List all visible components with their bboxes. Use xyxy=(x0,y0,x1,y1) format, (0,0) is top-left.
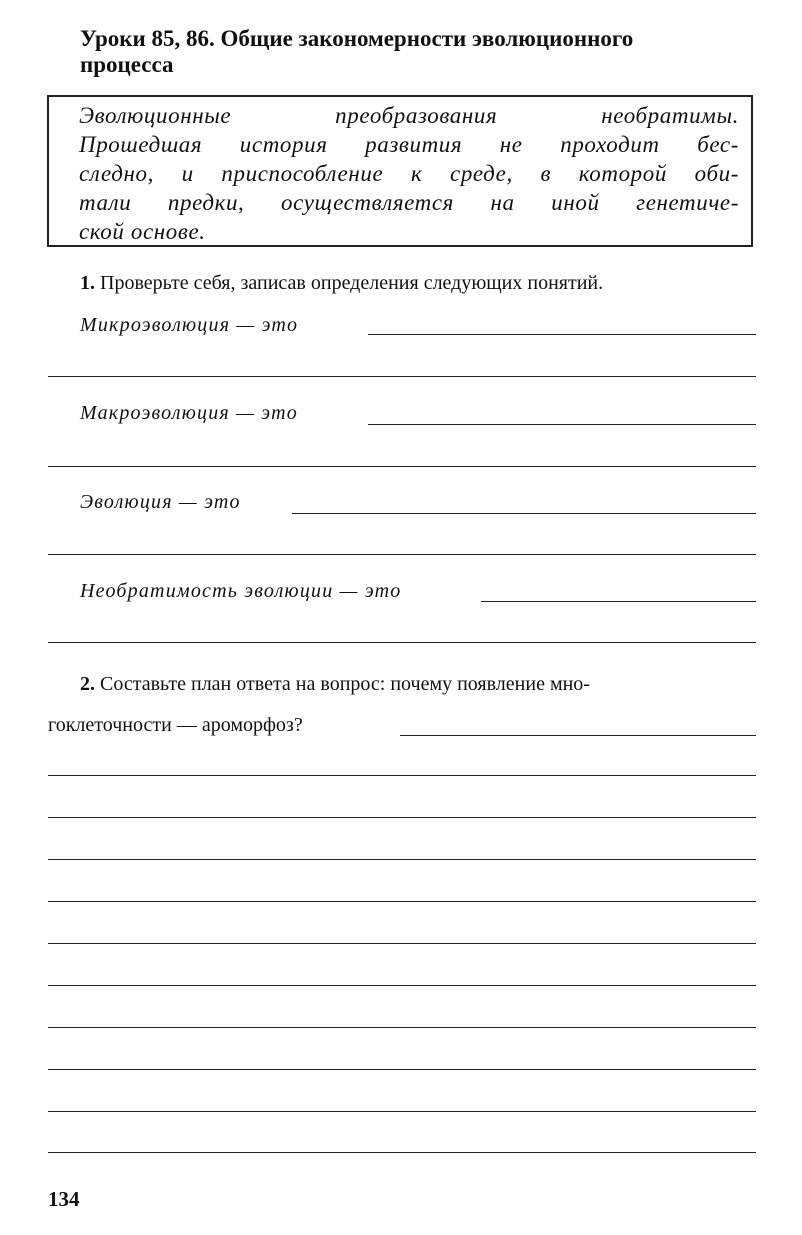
task-1-number: 1. xyxy=(80,272,95,294)
term-evolution: Эволюция — это xyxy=(80,491,241,513)
rule-line-3: следно, и приспособление к среде, в которой оби- xyxy=(79,161,739,186)
lesson-title xyxy=(80,26,770,78)
answer-line-task2[interactable] xyxy=(48,859,756,860)
answer-line-task2-first[interactable] xyxy=(400,735,756,736)
answer-line-task2[interactable] xyxy=(48,817,756,818)
rule-box xyxy=(47,95,753,247)
rule-line-5: ской основе. xyxy=(79,219,206,244)
task-2-number: 2. xyxy=(80,673,95,695)
answer-line-task2[interactable] xyxy=(48,1152,756,1153)
term-macroevolution: Макроэволюция — это xyxy=(80,402,298,424)
rule-text xyxy=(79,101,739,246)
task-2-prompt-line-1 xyxy=(80,673,590,696)
task-1-prompt xyxy=(80,272,603,295)
term-microevolution: Микроэволюция — это xyxy=(80,314,299,336)
answer-line-task2[interactable] xyxy=(48,901,756,902)
page-number: 134 xyxy=(48,1187,80,1211)
rule-line-4: тали предки, осуществляется на иной генетиче- xyxy=(79,190,739,215)
answer-line-task2[interactable] xyxy=(48,943,756,944)
task-1-text: Проверьте себя, записав определения следующих понятий. xyxy=(100,272,604,294)
answer-line-evolution[interactable] xyxy=(292,513,756,514)
task-2-text-line-1: Составьте план ответа на вопрос: почему появление мно- xyxy=(100,673,590,695)
answer-line-macroevolution-2[interactable] xyxy=(48,466,756,467)
answer-line-microevolution-2[interactable] xyxy=(48,376,756,377)
answer-line-task2[interactable] xyxy=(48,1111,756,1112)
answer-line-microevolution[interactable] xyxy=(368,334,756,335)
rule-line-1: Эволюционные преобразования необратимы. xyxy=(79,103,739,128)
rule-line-2: Прошедшая история развития не проходит бес- xyxy=(79,132,739,157)
answer-line-task2[interactable] xyxy=(48,1069,756,1070)
term-irreversibility: Необратимость эволюции — это xyxy=(80,580,402,602)
answer-line-irreversibility[interactable] xyxy=(481,601,756,602)
lesson-title-line-2: процесса xyxy=(80,52,174,77)
answer-line-evolution-2[interactable] xyxy=(48,554,756,555)
task-2-text-line-2: гоклеточности — ароморфоз? xyxy=(48,714,303,736)
answer-line-macroevolution[interactable] xyxy=(368,424,756,425)
lesson-title-line-1: Уроки 85, 86. Общие закономерности эволюционного xyxy=(80,26,634,51)
answer-line-irreversibility-2[interactable] xyxy=(48,642,756,643)
answer-line-task2[interactable] xyxy=(48,775,756,776)
answer-line-task2[interactable] xyxy=(48,985,756,986)
answer-line-task2[interactable] xyxy=(48,1027,756,1028)
